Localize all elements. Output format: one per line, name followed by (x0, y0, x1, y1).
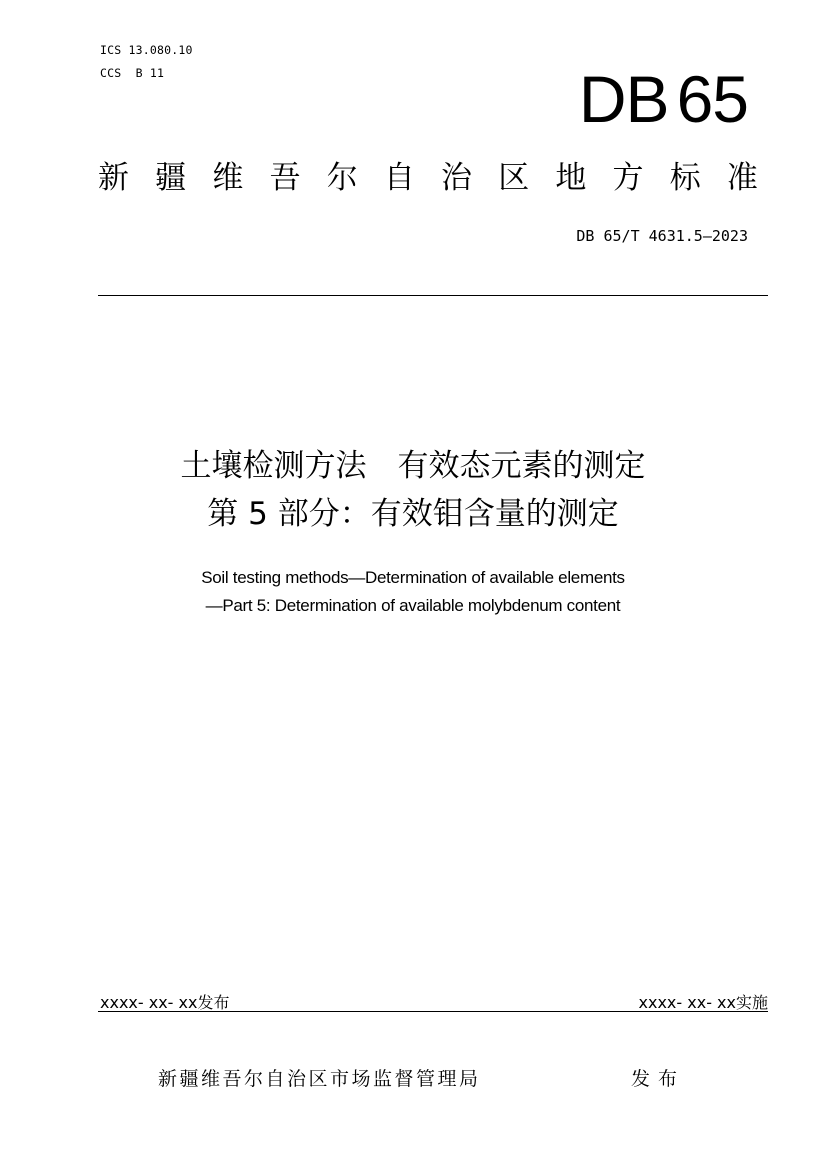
category-char: 尔 (326, 160, 358, 196)
category-char: 维 (212, 160, 244, 196)
header-divider (98, 295, 768, 296)
title-english-line-1: Soil testing methods—Determination of available elements (201, 568, 625, 587)
category-char: 方 (612, 160, 644, 196)
category-char: 区 (498, 160, 530, 196)
footer-divider (98, 1011, 768, 1012)
standard-number: DB 65/T 4631.5—2023 (576, 227, 748, 245)
standard-category (98, 160, 758, 197)
category-char: 疆 (155, 160, 187, 196)
category-char: 治 (441, 160, 473, 196)
issuing-authority: 新疆维吾尔自治区市场监督管理局 (158, 1068, 481, 1090)
issue-label: 发布 (631, 1068, 686, 1090)
category-char: 吾 (269, 160, 301, 196)
db-logo-prefix: DB (578, 62, 669, 136)
issue-date: xxxx- xx- xx发布 (100, 993, 230, 1012)
category-char: 标 (669, 160, 701, 196)
category-char: 地 (555, 160, 587, 196)
category-char: 自 (383, 160, 415, 196)
title-chinese-line-1: 土壤检测方法 有效态元素的测定 (180, 448, 646, 484)
title-english-line-2: —Part 5: Determination of available molybdenum content (205, 596, 621, 615)
implementation-date: xxxx- xx- xx实施 (638, 993, 768, 1012)
category-char: 准 (726, 160, 758, 196)
category-char: 新 (98, 160, 129, 196)
ccs-code: CCS B 11 (100, 66, 165, 80)
title-chinese-line-2: 第 5 部分：有效钼含量的测定 (207, 496, 619, 532)
db-logo-number: 65 (676, 62, 748, 136)
ics-code: ICS 13.080.10 (100, 43, 193, 57)
db-standard-logo (578, 62, 748, 136)
